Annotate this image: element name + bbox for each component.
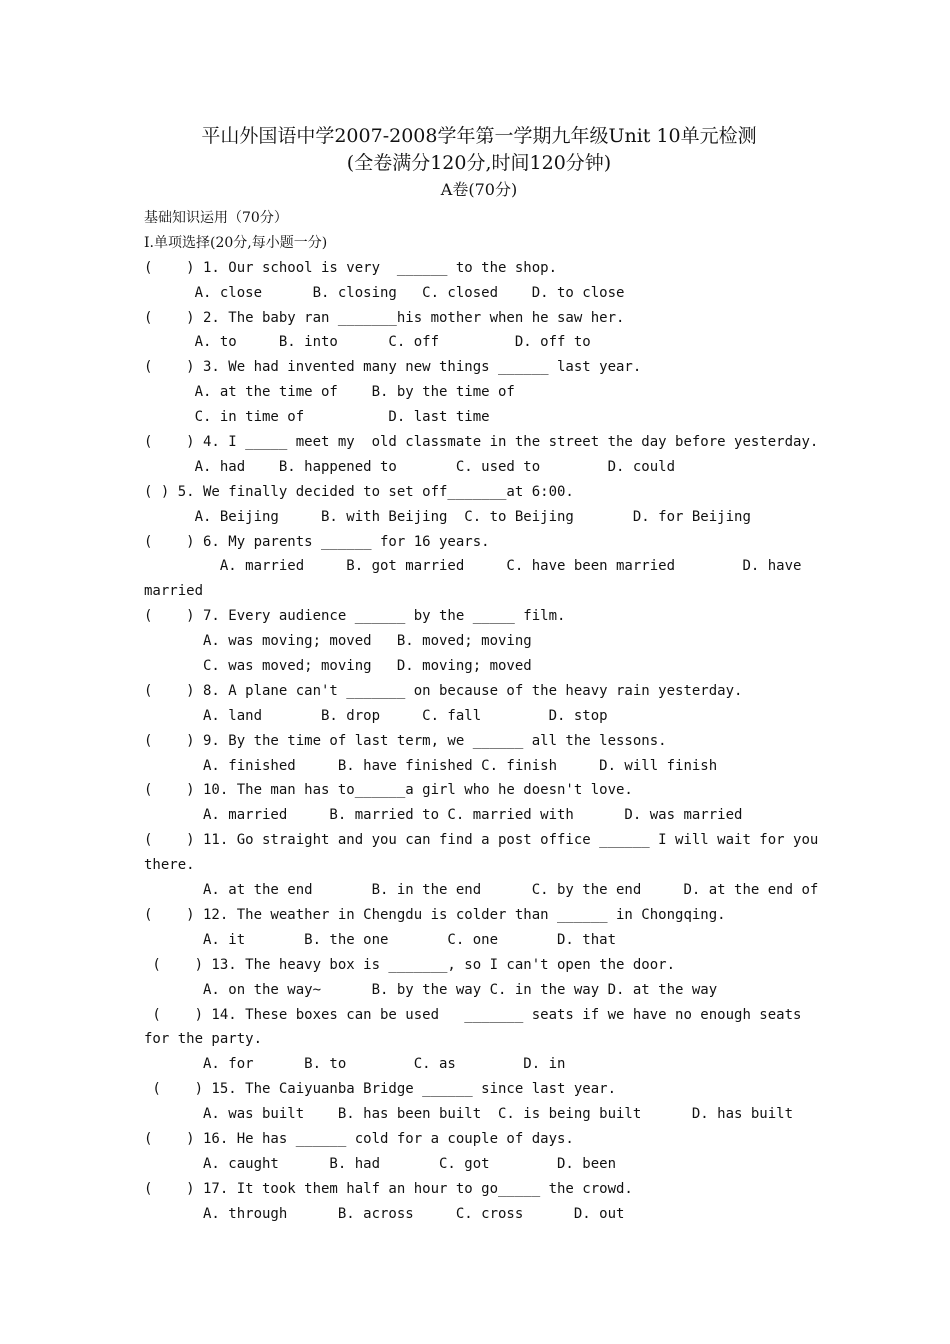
- question-2: ( ) 2. The baby ran _______his mother when he saw her.: [144, 309, 625, 326]
- question-8: ( ) 8. A plane can't _______ on because of the heavy rain yesterday.: [144, 682, 743, 699]
- options-14: A. for B. to C. as D. in: [144, 1056, 566, 1073]
- question-1: ( ) 1. Our school is very ______ to the shop.: [144, 259, 558, 276]
- question-15: ( ) 15. The Caiyuanba Bridge ______ since last year.: [144, 1081, 617, 1098]
- question-16: ( ) 16. He has ______ cold for a couple of days.: [144, 1130, 574, 1147]
- question-14: ( ) 14. These boxes can be used _______ seats if we have no enough seats: [144, 1006, 802, 1023]
- options-8: A. land B. drop C. fall D. stop: [144, 707, 608, 724]
- exam-title: 平山外国语中学2007-2008学年第一学期九年级Unit 10单元检测: [201, 125, 757, 147]
- options-17: A. through B. across C. cross D. out: [144, 1205, 625, 1222]
- options-11: A. at the end B. in the end C. by the end D. at the end of: [144, 882, 819, 899]
- question-5: ( ) 5. We finally decided to set off_______at 6:00.: [144, 483, 574, 500]
- options-15: A. was built B. has been built C. is being built D. has built: [144, 1106, 794, 1123]
- options-6-wrap: married: [144, 583, 204, 600]
- options-3a: A. at the time of B. by the time of: [144, 384, 515, 401]
- question-9: ( ) 9. By the time of last term, we ______ all the lessons.: [144, 732, 667, 749]
- options-3b: C. in time of D. last time: [144, 409, 490, 426]
- options-13: A. on the way~ B. by the way C. in the way D. at the way: [144, 981, 718, 998]
- exam-subtitle: (全卷满分120分,时间120分钟): [346, 152, 612, 174]
- options-12: A. it B. the one C. one D. that: [144, 931, 617, 948]
- question-14-wrap: for the party.: [144, 1031, 263, 1048]
- options-6: A. married B. got married C. have been married D. have: [144, 558, 802, 575]
- section-heading: I.单项选择(20分,每小题一分): [144, 234, 328, 251]
- options-4: A. had B. happened to C. used to D. could: [144, 458, 676, 475]
- options-1: A. close B. closing C. closed D. to close: [144, 284, 625, 301]
- options-7a: A. was moving; moved B. moved; moving: [144, 633, 532, 650]
- question-13: ( ) 13. The heavy box is _______, so I can't open the door.: [144, 956, 676, 973]
- options-9: A. finished B. have finished C. finish D. will finish: [144, 757, 718, 774]
- question-7: ( ) 7. Every audience ______ by the _____ film.: [144, 608, 566, 625]
- options-5: A. Beijing B. with Beijing C. to Beijing D. for Beijing: [144, 508, 751, 525]
- options-16: A. caught B. had C. got D. been: [144, 1155, 617, 1172]
- paper-label: A卷(70分): [440, 180, 518, 199]
- question-12: ( ) 12. The weather in Chengdu is colder than ______ in Chongqing.: [144, 906, 726, 923]
- question-11-wrap: there.: [144, 857, 195, 874]
- question-17: ( ) 17. It took them half an hour to go_____ the crowd.: [144, 1180, 633, 1197]
- part-heading: 基础知识运用（70分）: [144, 210, 288, 226]
- question-11: ( ) 11. Go straight and you can find a post office ______ I will wait for you: [144, 832, 819, 849]
- question-10: ( ) 10. The man has to______a girl who he doesn't love.: [144, 782, 633, 799]
- options-7b: C. was moved; moving D. moving; moved: [144, 658, 532, 675]
- question-6: ( ) 6. My parents ______ for 16 years.: [144, 533, 490, 550]
- question-3: ( ) 3. We had invented many new things ______ last year.: [144, 359, 642, 376]
- question-4: ( ) 4. I _____ meet my old classmate in the street the day before yesterday.: [144, 434, 819, 451]
- exam-page: [144, 122, 819, 1227]
- options-10: A. married B. married to C. married with D. was married: [144, 807, 743, 824]
- options-2: A. to B. into C. off D. off to: [144, 334, 591, 351]
